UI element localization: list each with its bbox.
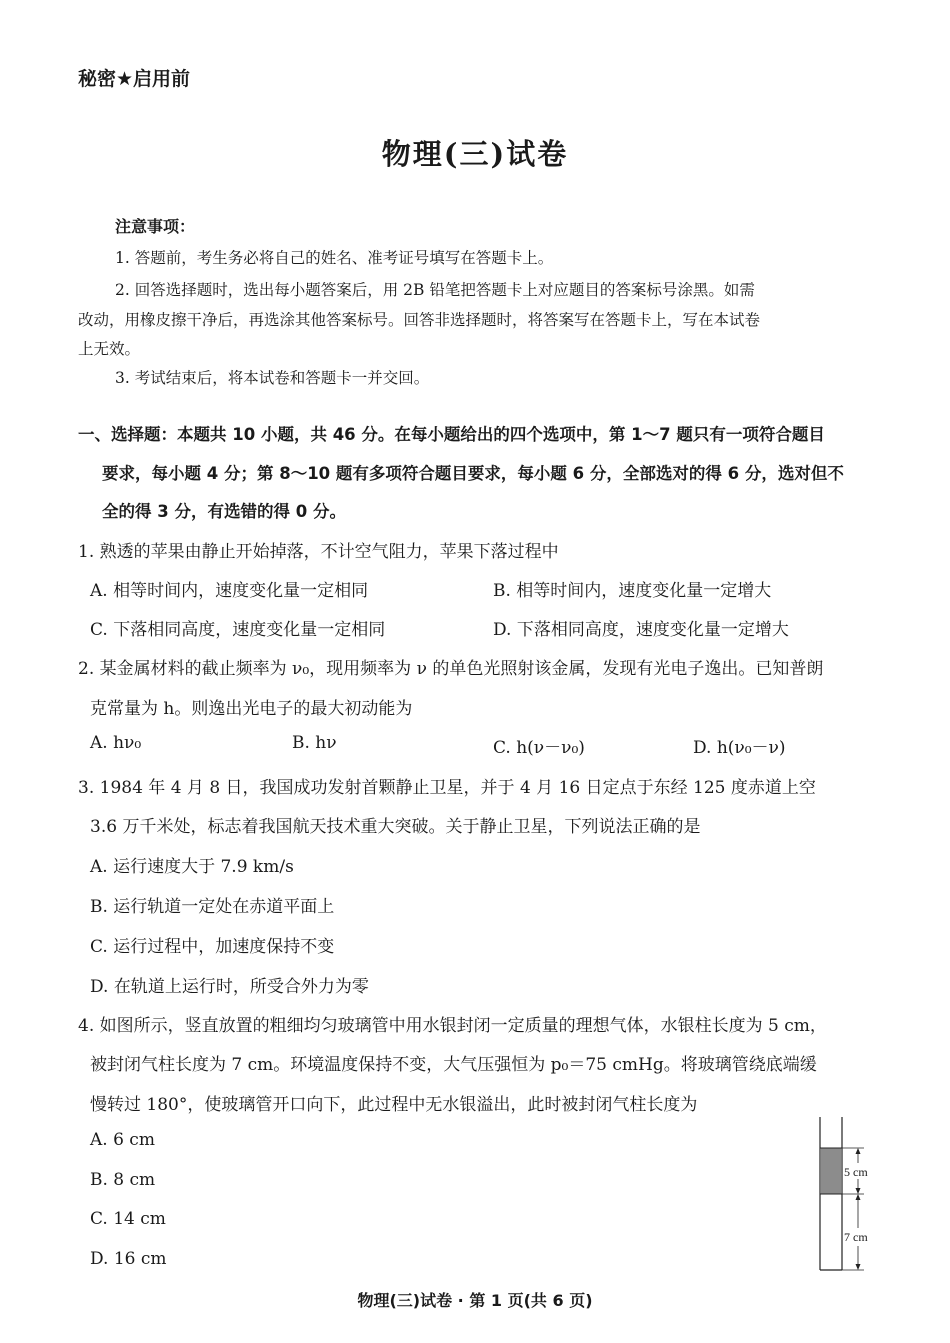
q4-option-d: D. 16 cm — [90, 1249, 167, 1269]
gas-length-label: 7 cm — [844, 1230, 868, 1244]
q4-option-b: B. 8 cm — [90, 1170, 156, 1190]
q2-option-c: C. h(ν－ν₀) — [493, 738, 585, 758]
notice-line-4: 上无效。 — [78, 340, 141, 358]
q4-option-a: A. 6 cm — [90, 1130, 155, 1150]
glass-tube-figure — [808, 1115, 898, 1275]
q2-option-d: D. h(ν₀－ν) — [693, 738, 786, 758]
q1-stem: 1. 熟透的苹果由静止开始掉落，不计空气阻力，苹果下落过程中 — [78, 542, 559, 562]
q1-option-b: B. 相等时间内，速度变化量一定增大 — [493, 581, 772, 601]
q4-stem-3: 慢转过 180°，使玻璃管开口向下，此过程中无水银溢出，此时被封闭气柱长度为 — [90, 1095, 698, 1115]
q3-stem-2: 3.6 万千米处，标志着我国航天技术重大突破。关于静止卫星，下列说法正确的是 — [90, 817, 701, 837]
q4-stem-2: 被封闭气柱长度为 7 cm。环境温度保持不变，大气压强恒为 p₀＝75 cmHg。将玻璃管绕底端缓 — [90, 1055, 817, 1075]
q2-option-a: A. hν₀ — [90, 733, 142, 753]
q3-option-b: B. 运行轨道一定处在赤道平面上 — [90, 897, 335, 917]
q2-option-b: B. hν — [292, 733, 337, 753]
notice-line-2: 2. 回答选择题时，选出每小题答案后，用 2B 铅笔把答题卡上对应题目的答案标号涂黑。如需 — [115, 281, 755, 299]
q1-option-a: A. 相等时间内，速度变化量一定相同 — [90, 581, 369, 601]
q2-stem-2: 克常量为 h。则逸出光电子的最大初动能为 — [90, 699, 413, 719]
notice-heading: 注意事项： — [115, 217, 196, 236]
q4-option-c: C. 14 cm — [90, 1209, 166, 1229]
q3-option-d: D. 在轨道上运行时，所受合外力为零 — [90, 977, 369, 997]
q3-option-c: C. 运行过程中，加速度保持不变 — [90, 937, 335, 957]
q3-stem-1: 3. 1984 年 4 月 8 日，我国成功发射首颗静止卫星，并于 4 月 16 日定点于东经 125 度赤道上空 — [78, 778, 816, 798]
notice-line-3: 改动，用橡皮擦干净后，再选涂其他答案标号。回答非选择题时，将答案写在答题卡上，写在本试卷 — [78, 311, 761, 329]
q1-option-d: D. 下落相同高度，速度变化量一定增大 — [493, 620, 789, 640]
q3-option-a: A. 运行速度大于 7.9 km/s — [90, 857, 294, 877]
secret-mark: 秘密★启用前 — [78, 68, 191, 90]
notice-line-5: 3. 考试结束后，将本试卷和答题卡一并交回。 — [115, 369, 430, 387]
notice-line-1: 1. 答题前，考生务必将自己的姓名、准考证号填写在答题卡上。 — [115, 249, 554, 267]
mercury-length-label: 5 cm — [844, 1165, 868, 1179]
page-footer: 物理(三)试卷 · 第 1 页(共 6 页) — [357, 1291, 593, 1310]
q1-option-c: C. 下落相同高度，速度变化量一定相同 — [90, 620, 386, 640]
section-instruction-3: 全的得 3 分，有选错的得 0 分。 — [102, 502, 346, 521]
page-title: 物理(三)试卷 — [381, 137, 569, 171]
q4-stem-1: 4. 如图所示，竖直放置的粗细均匀玻璃管中用水银封闭一定质量的理想气体，水银柱长度为 5 cm， — [78, 1016, 827, 1036]
section-instruction-2: 要求，每小题 4 分；第 8～10 题有多项符合题目要求，每小题 6 分，全部选对的得 6 分，选对但不 — [102, 464, 844, 483]
section-instruction-1: 一、选择题：本题共 10 小题，共 46 分。在每小题给出的四个选项中，第 1～7 题只有一项符合题目 — [78, 425, 825, 444]
q2-stem-1: 2. 某金属材料的截止频率为 ν₀，现用频率为 ν 的单色光照射该金属，发现有光电子逸出。已知普朗 — [78, 659, 824, 679]
mercury-column — [821, 1148, 841, 1194]
